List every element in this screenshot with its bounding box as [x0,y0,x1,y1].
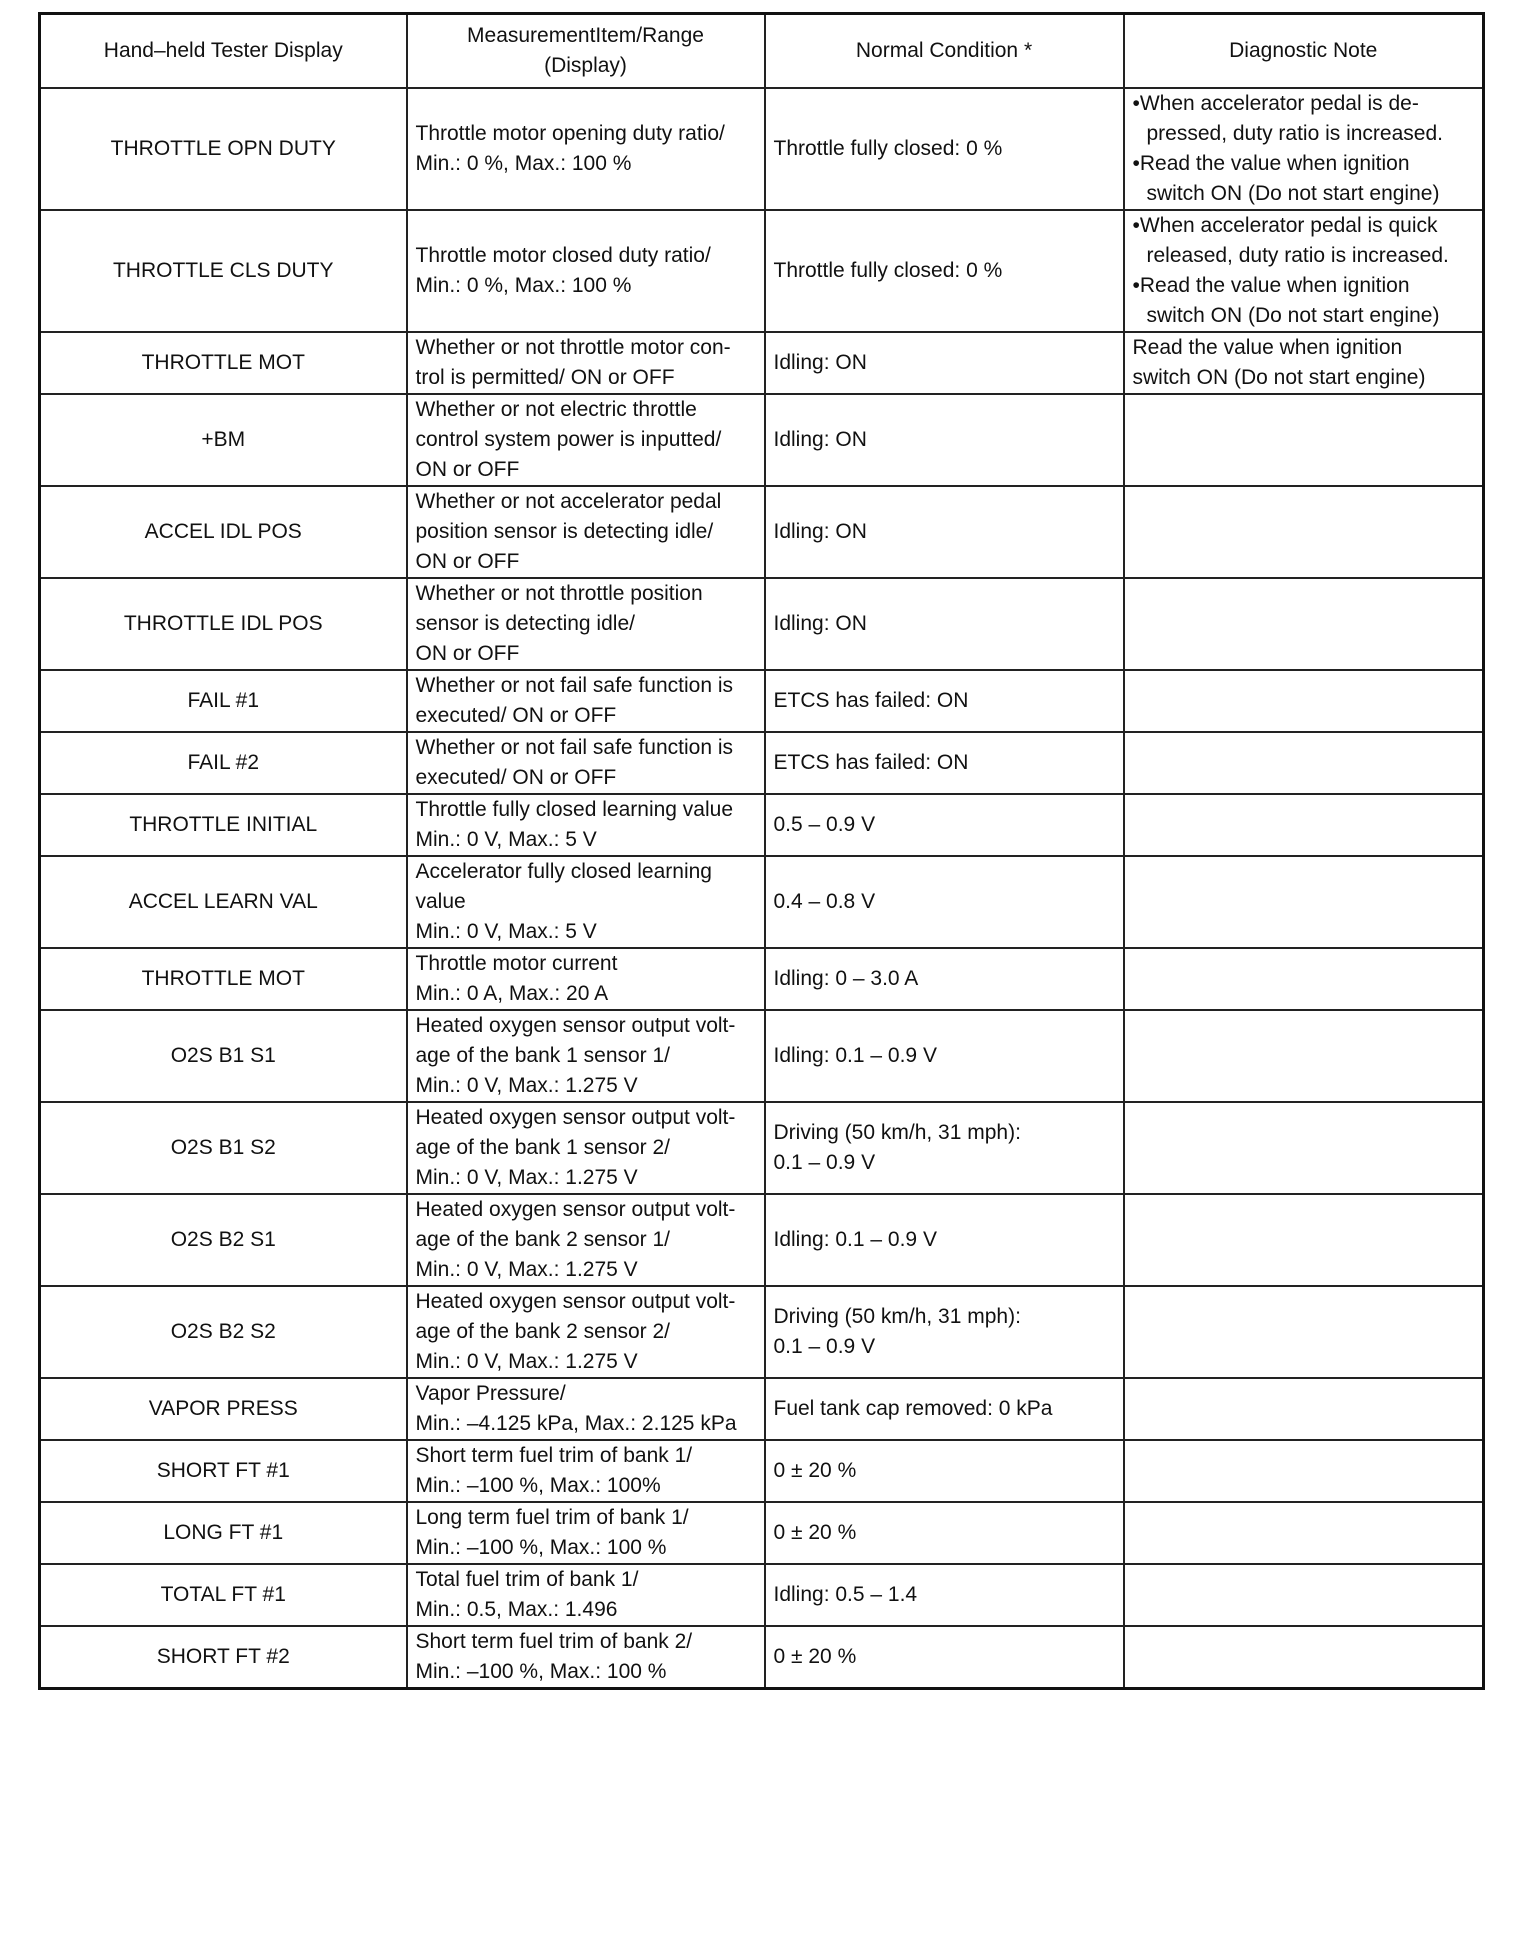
cell-normal-condition: Idling: 0.1 – 0.9 V [765,1194,1124,1286]
table-row [40,486,1484,578]
cell-measurement-range: Throttle motor opening duty ratio/ Min.: 0 %, Max.: 100 % [407,88,765,210]
table-row [40,1286,1484,1378]
cell-tester-display: VAPOR PRESS [40,1378,407,1440]
cell-measurement-range: Throttle motor current Min.: 0 A, Max.: 20 A [407,948,765,1010]
cell-measurement-range: Whether or not electric throttle control system power is inputted/ ON or OFF [407,394,765,486]
cell-normal-condition: 0.4 – 0.8 V [765,856,1124,948]
table-row [40,1010,1484,1102]
cell-tester-display: THROTTLE MOT [40,948,407,1010]
cell-normal-condition: ETCS has failed: ON [765,670,1124,732]
cell-diagnostic-note [1124,1194,1484,1286]
table-row [40,794,1484,856]
cell-diagnostic-note [1124,1502,1484,1564]
table-row [40,332,1484,394]
cell-tester-display: +BM [40,394,407,486]
cell-tester-display: SHORT FT #2 [40,1626,407,1689]
cell-diagnostic-note [1124,794,1484,856]
table-row [40,578,1484,670]
cell-measurement-range: Whether or not fail safe function is executed/ ON or OFF [407,732,765,794]
cell-normal-condition: Idling: ON [765,394,1124,486]
table-row [40,948,1484,1010]
table-row [40,1194,1484,1286]
cell-diagnostic-note [1124,88,1484,210]
table-row [40,394,1484,486]
cell-tester-display: TOTAL FT #1 [40,1564,407,1626]
cell-normal-condition: Idling: 0 – 3.0 A [765,948,1124,1010]
table-row [40,1626,1484,1689]
cell-normal-condition: Driving (50 km/h, 31 mph): 0.1 – 0.9 V [765,1102,1124,1194]
cell-tester-display: LONG FT #1 [40,1502,407,1564]
cell-diagnostic-note: Read the value when ignition switch ON (Do not start engine) [1124,332,1484,394]
cell-diagnostic-note [1124,578,1484,670]
note-bullet: •When accelerator pedal is de- pressed, duty ratio is increased. [1132,92,1443,145]
cell-diagnostic-note [1124,1010,1484,1102]
cell-tester-display: FAIL #1 [40,670,407,732]
cell-measurement-range: Heated oxygen sensor output volt- age of the bank 1 sensor 2/ Min.: 0 V, Max.: 1.275 V [407,1102,765,1194]
cell-tester-display: O2S B1 S1 [40,1010,407,1102]
table-row [40,1378,1484,1440]
cell-diagnostic-note [1124,948,1484,1010]
cell-normal-condition: Idling: ON [765,332,1124,394]
table-row [40,1564,1484,1626]
cell-tester-display: ACCEL LEARN VAL [40,856,407,948]
header-display: Hand–held Tester Display [40,14,407,89]
cell-normal-condition: 0 ± 20 % [765,1440,1124,1502]
cell-diagnostic-note [1124,1564,1484,1626]
cell-tester-display: THROTTLE OPN DUTY [40,88,407,210]
header-normal-condition: Normal Condition * [765,14,1124,89]
note-bullet: •Read the value when ignition switch ON (Do not start engine) [1132,274,1440,327]
cell-normal-condition: Driving (50 km/h, 31 mph): 0.1 – 0.9 V [765,1286,1124,1378]
cell-normal-condition: Idling: ON [765,578,1124,670]
cell-diagnostic-note [1124,670,1484,732]
note-bullet: •When accelerator pedal is quick released, duty ratio is increased. [1132,214,1449,267]
note-bullet: •Read the value when ignition switch ON (Do not start engine) [1132,152,1440,205]
diagnostic-data-sheet [38,12,1482,1690]
table-row [40,732,1484,794]
cell-measurement-range: Long term fuel trim of bank 1/ Min.: –100 %, Max.: 100 % [407,1502,765,1564]
cell-measurement-range: Accelerator fully closed learning value Min.: 0 V, Max.: 5 V [407,856,765,948]
cell-tester-display: FAIL #2 [40,732,407,794]
table-row [40,1440,1484,1502]
cell-normal-condition: Fuel tank cap removed: 0 kPa [765,1378,1124,1440]
cell-normal-condition: ETCS has failed: ON [765,732,1124,794]
cell-measurement-range: Short term fuel trim of bank 1/ Min.: –100 %, Max.: 100% [407,1440,765,1502]
table-row [40,856,1484,948]
cell-tester-display: SHORT FT #1 [40,1440,407,1502]
cell-tester-display: O2S B2 S2 [40,1286,407,1378]
cell-measurement-range: Throttle fully closed learning value Min.: 0 V, Max.: 5 V [407,794,765,856]
cell-measurement-range: Total fuel trim of bank 1/ Min.: 0.5, Max.: 1.496 [407,1564,765,1626]
cell-diagnostic-note [1124,856,1484,948]
cell-tester-display: THROTTLE MOT [40,332,407,394]
cell-normal-condition: 0 ± 20 % [765,1626,1124,1689]
cell-diagnostic-note [1124,1286,1484,1378]
cell-normal-condition: Idling: 0.5 – 1.4 [765,1564,1124,1626]
table-row [40,210,1484,332]
cell-normal-condition: Idling: ON [765,486,1124,578]
cell-diagnostic-note [1124,1378,1484,1440]
cell-diagnostic-note [1124,394,1484,486]
cell-normal-condition: Throttle fully closed: 0 % [765,210,1124,332]
cell-measurement-range: Vapor Pressure/ Min.: –4.125 kPa, Max.: 2.125 kPa [407,1378,765,1440]
cell-diagnostic-note [1124,1440,1484,1502]
cell-tester-display: O2S B1 S2 [40,1102,407,1194]
table-row [40,670,1484,732]
cell-normal-condition: Throttle fully closed: 0 % [765,88,1124,210]
header-diagnostic-note: Diagnostic Note [1124,14,1484,89]
cell-measurement-range: Short term fuel trim of bank 2/ Min.: –100 %, Max.: 100 % [407,1626,765,1689]
cell-diagnostic-note [1124,486,1484,578]
cell-tester-display: THROTTLE INITIAL [40,794,407,856]
cell-measurement-range: Heated oxygen sensor output volt- age of the bank 1 sensor 1/ Min.: 0 V, Max.: 1.275 V [407,1010,765,1102]
tester-data-table [38,12,1485,1690]
cell-measurement-range: Whether or not fail safe function is executed/ ON or OFF [407,670,765,732]
cell-tester-display: ACCEL IDL POS [40,486,407,578]
cell-tester-display: O2S B2 S1 [40,1194,407,1286]
cell-diagnostic-note [1124,732,1484,794]
cell-normal-condition: 0.5 – 0.9 V [765,794,1124,856]
cell-diagnostic-note [1124,1626,1484,1689]
header-row [40,14,1484,89]
table-row [40,88,1484,210]
cell-tester-display: THROTTLE IDL POS [40,578,407,670]
cell-measurement-range: Whether or not throttle motor con- trol is permitted/ ON or OFF [407,332,765,394]
cell-measurement-range: Heated oxygen sensor output volt- age of the bank 2 sensor 2/ Min.: 0 V, Max.: 1.275 V [407,1286,765,1378]
table-row [40,1502,1484,1564]
header-measurement: MeasurementItem/Range (Display) [407,14,765,89]
table-row [40,1102,1484,1194]
cell-measurement-range: Whether or not accelerator pedal position sensor is detecting idle/ ON or OFF [407,486,765,578]
cell-tester-display: THROTTLE CLS DUTY [40,210,407,332]
cell-normal-condition: Idling: 0.1 – 0.9 V [765,1010,1124,1102]
table-body [40,88,1484,1689]
cell-normal-condition: 0 ± 20 % [765,1502,1124,1564]
cell-measurement-range: Heated oxygen sensor output volt- age of the bank 2 sensor 1/ Min.: 0 V, Max.: 1.275 V [407,1194,765,1286]
cell-diagnostic-note [1124,1102,1484,1194]
cell-diagnostic-note [1124,210,1484,332]
cell-measurement-range: Whether or not throttle position sensor is detecting idle/ ON or OFF [407,578,765,670]
cell-measurement-range: Throttle motor closed duty ratio/ Min.: 0 %, Max.: 100 % [407,210,765,332]
